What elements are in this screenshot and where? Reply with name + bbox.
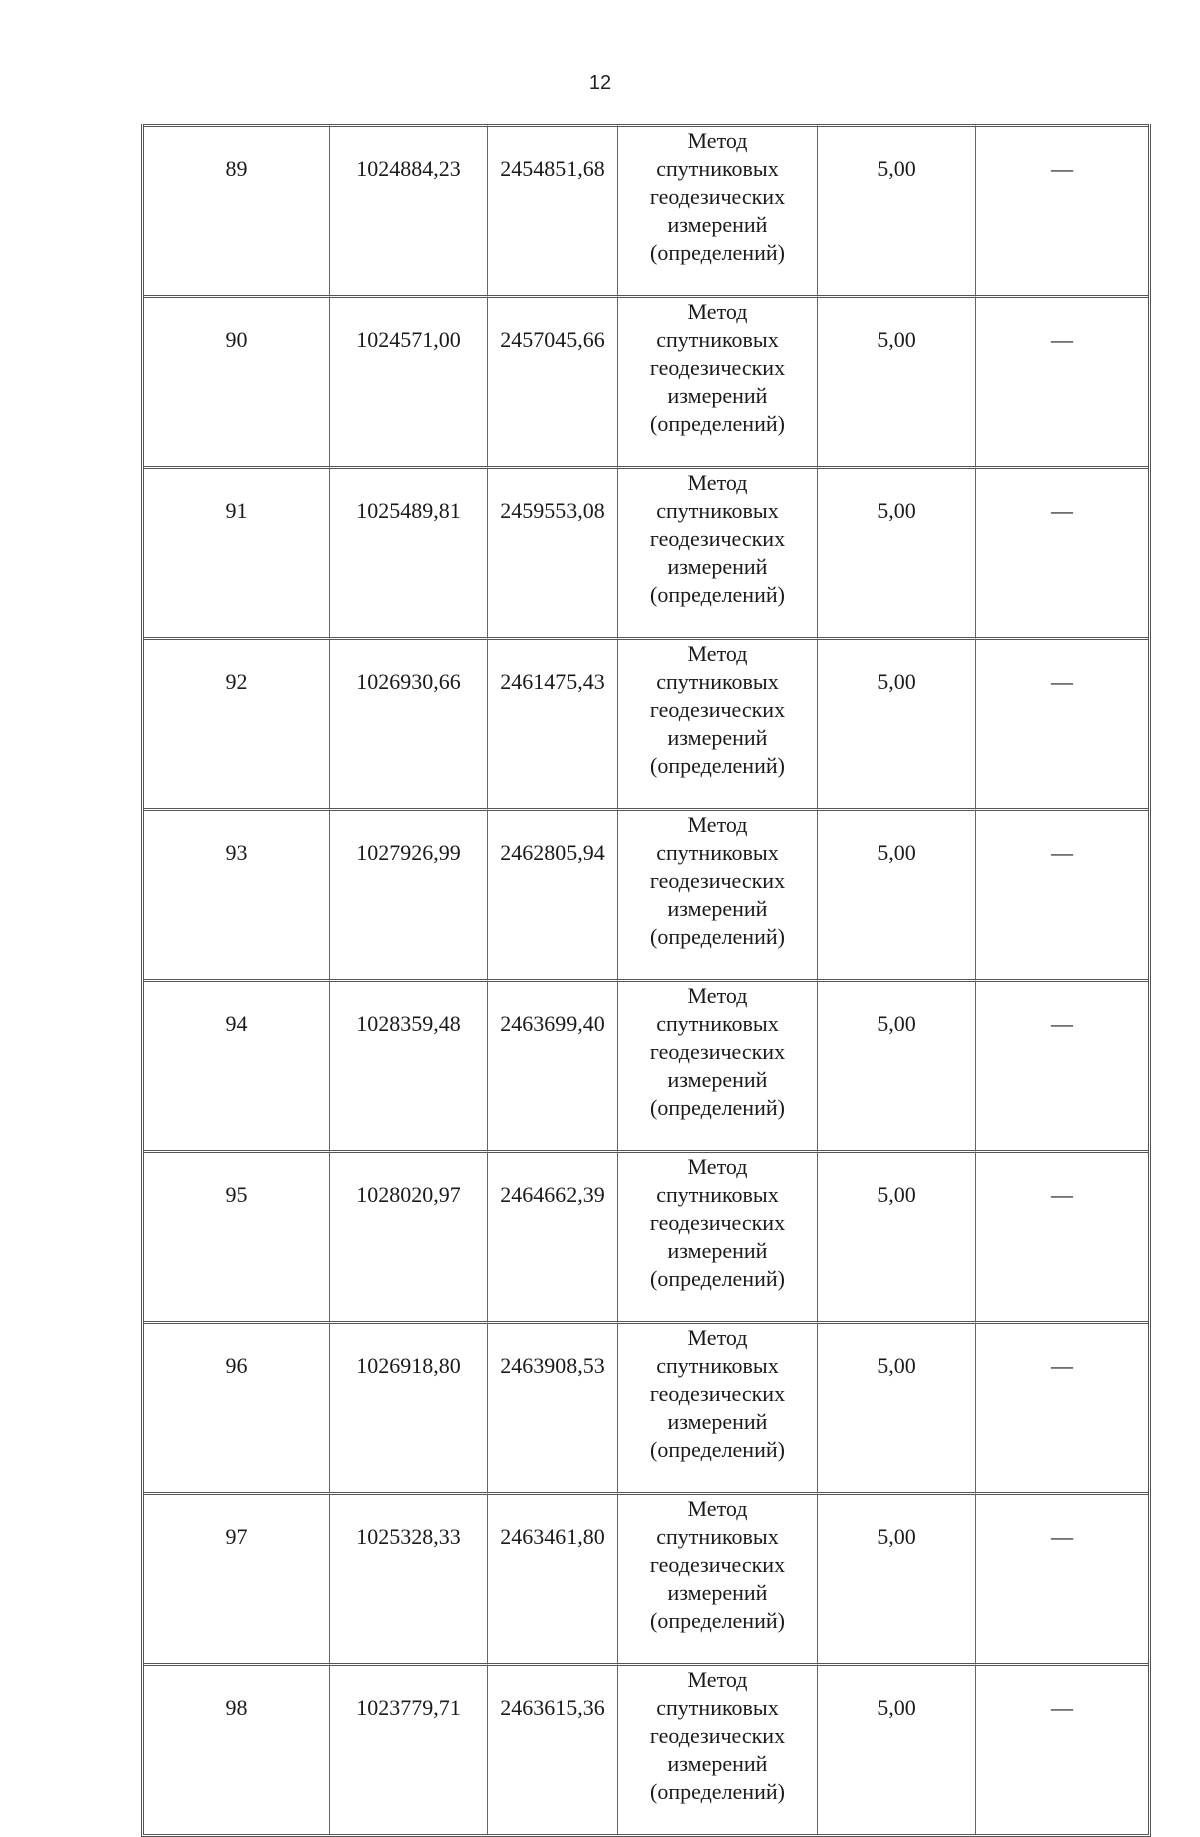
method-text: Метод спутниковых геодезических измерений (определений): [649, 1154, 786, 1291]
y-coordinate-cell: [488, 295, 618, 466]
y-coordinate-text: 2463615,36: [500, 1695, 605, 1720]
x-coordinate-text: 1028359,48: [356, 1011, 461, 1036]
point-number-text: 93: [225, 840, 248, 865]
accuracy-text: 5,00: [877, 1182, 916, 1207]
point-number-text: 95: [225, 1182, 248, 1207]
point-number-cell: [144, 1663, 330, 1834]
x-coordinate-cell: [330, 295, 488, 466]
table-row: [144, 466, 1148, 637]
point-number-text: 90: [225, 327, 248, 352]
accuracy-text: 5,00: [877, 1353, 916, 1378]
y-coordinate-cell: [488, 1321, 618, 1492]
note-cell: [976, 1492, 1148, 1663]
y-coordinate-cell: [488, 808, 618, 979]
accuracy-text: 5,00: [877, 327, 916, 352]
y-coordinate-text: 2454851,68: [500, 156, 605, 181]
page-number: 12: [588, 72, 612, 94]
method-cell: [618, 808, 818, 979]
method-text: Метод спутниковых геодезических измерений (определений): [649, 1325, 786, 1462]
x-coordinate-cell: [330, 1492, 488, 1663]
table-row: [144, 1321, 1148, 1492]
x-coordinate-cell: [330, 466, 488, 637]
x-coordinate-text: 1024884,23: [356, 156, 461, 181]
method-text: Метод спутниковых геодезических измерений (определений): [649, 641, 786, 778]
point-number-text: 96: [225, 1353, 248, 1378]
point-number-cell: [144, 808, 330, 979]
method-cell: [618, 295, 818, 466]
note-text: —: [1051, 1524, 1073, 1549]
note-cell: [976, 979, 1148, 1150]
method-cell: [618, 637, 818, 808]
method-text: Метод спутниковых геодезических измерений (определений): [649, 1496, 786, 1633]
method-text: Метод спутниковых геодезических измерений (определений): [649, 983, 786, 1120]
note-text: —: [1051, 327, 1073, 352]
y-coordinate-text: 2463461,80: [500, 1524, 605, 1549]
method-cell: [618, 124, 818, 295]
note-cell: [976, 124, 1148, 295]
point-number-text: 94: [225, 1011, 248, 1036]
method-cell: [618, 1663, 818, 1834]
point-number-cell: [144, 1321, 330, 1492]
accuracy-text: 5,00: [877, 840, 916, 865]
coordinates-table-container: [141, 124, 1151, 1837]
point-number-cell: [144, 1492, 330, 1663]
accuracy-text: 5,00: [877, 1524, 916, 1549]
accuracy-cell: [818, 1321, 976, 1492]
point-number-cell: [144, 466, 330, 637]
table-row: [144, 637, 1148, 808]
method-text: Метод спутниковых геодезических измерений (определений): [649, 299, 786, 436]
note-text: —: [1051, 156, 1073, 181]
point-number-text: 98: [225, 1695, 248, 1720]
y-coordinate-text: 2459553,08: [500, 498, 605, 523]
point-number-cell: [144, 295, 330, 466]
accuracy-cell: [818, 1492, 976, 1663]
note-cell: [976, 1150, 1148, 1321]
y-coordinate-text: 2464662,39: [500, 1182, 605, 1207]
coordinates-table: [141, 124, 1151, 1837]
accuracy-cell: [818, 1663, 976, 1834]
note-cell: [976, 808, 1148, 979]
note-text: —: [1051, 840, 1073, 865]
method-text: Метод спутниковых геодезических измерений (определений): [649, 470, 786, 607]
point-number-cell: [144, 1150, 330, 1321]
accuracy-cell: [818, 466, 976, 637]
y-coordinate-text: 2463699,40: [500, 1011, 605, 1036]
y-coordinate-cell: [488, 1492, 618, 1663]
accuracy-text: 5,00: [877, 156, 916, 181]
note-cell: [976, 466, 1148, 637]
accuracy-cell: [818, 979, 976, 1150]
point-number-cell: [144, 979, 330, 1150]
y-coordinate-cell: [488, 1663, 618, 1834]
x-coordinate-cell: [330, 1663, 488, 1834]
x-coordinate-text: 1025328,33: [356, 1524, 461, 1549]
x-coordinate-text: 1026918,80: [356, 1353, 461, 1378]
note-cell: [976, 637, 1148, 808]
method-text: Метод спутниковых геодезических измерений (определений): [649, 812, 786, 949]
accuracy-cell: [818, 295, 976, 466]
note-text: —: [1051, 1182, 1073, 1207]
table-row: [144, 124, 1148, 295]
note-text: —: [1051, 498, 1073, 523]
table-row: [144, 979, 1148, 1150]
point-number-cell: [144, 124, 330, 295]
y-coordinate-cell: [488, 124, 618, 295]
accuracy-text: 5,00: [877, 1695, 916, 1720]
method-cell: [618, 1321, 818, 1492]
x-coordinate-cell: [330, 1150, 488, 1321]
accuracy-text: 5,00: [877, 1011, 916, 1036]
note-cell: [976, 295, 1148, 466]
x-coordinate-cell: [330, 1321, 488, 1492]
note-cell: [976, 1663, 1148, 1834]
x-coordinate-text: 1027926,99: [356, 840, 461, 865]
method-text: Метод спутниковых геодезических измерений (определений): [649, 1667, 786, 1804]
note-text: —: [1051, 1011, 1073, 1036]
accuracy-cell: [818, 124, 976, 295]
note-text: —: [1051, 1353, 1073, 1378]
note-text: —: [1051, 669, 1073, 694]
y-coordinate-cell: [488, 1150, 618, 1321]
point-number-text: 91: [225, 498, 248, 523]
x-coordinate-text: 1024571,00: [356, 327, 461, 352]
x-coordinate-cell: [330, 124, 488, 295]
x-coordinate-text: 1026930,66: [356, 669, 461, 694]
accuracy-cell: [818, 1150, 976, 1321]
method-cell: [618, 466, 818, 637]
point-number-text: 89: [225, 156, 248, 181]
point-number-cell: [144, 637, 330, 808]
point-number-text: 97: [225, 1524, 248, 1549]
y-coordinate-cell: [488, 637, 618, 808]
point-number-text: 92: [225, 669, 248, 694]
table-row: [144, 295, 1148, 466]
note-cell: [976, 1321, 1148, 1492]
x-coordinate-text: 1025489,81: [356, 498, 461, 523]
accuracy-cell: [818, 637, 976, 808]
y-coordinate-text: 2463908,53: [500, 1353, 605, 1378]
y-coordinate-cell: [488, 979, 618, 1150]
x-coordinate-cell: [330, 808, 488, 979]
table-row: [144, 1663, 1148, 1834]
x-coordinate-text: 1028020,97: [356, 1182, 461, 1207]
table-row: [144, 808, 1148, 979]
method-cell: [618, 1150, 818, 1321]
method-cell: [618, 1492, 818, 1663]
y-coordinate-text: 2462805,94: [500, 840, 605, 865]
method-cell: [618, 979, 818, 1150]
table-row: [144, 1150, 1148, 1321]
x-coordinate-cell: [330, 979, 488, 1150]
accuracy-text: 5,00: [877, 669, 916, 694]
y-coordinate-text: 2461475,43: [500, 669, 605, 694]
y-coordinate-text: 2457045,66: [500, 327, 605, 352]
method-text: Метод спутниковых геодезических измерений (определений): [649, 128, 786, 265]
accuracy-cell: [818, 808, 976, 979]
note-text: —: [1051, 1695, 1073, 1720]
x-coordinate-cell: [330, 637, 488, 808]
table-row: [144, 1492, 1148, 1663]
x-coordinate-text: 1023779,71: [356, 1695, 461, 1720]
accuracy-text: 5,00: [877, 498, 916, 523]
y-coordinate-cell: [488, 466, 618, 637]
